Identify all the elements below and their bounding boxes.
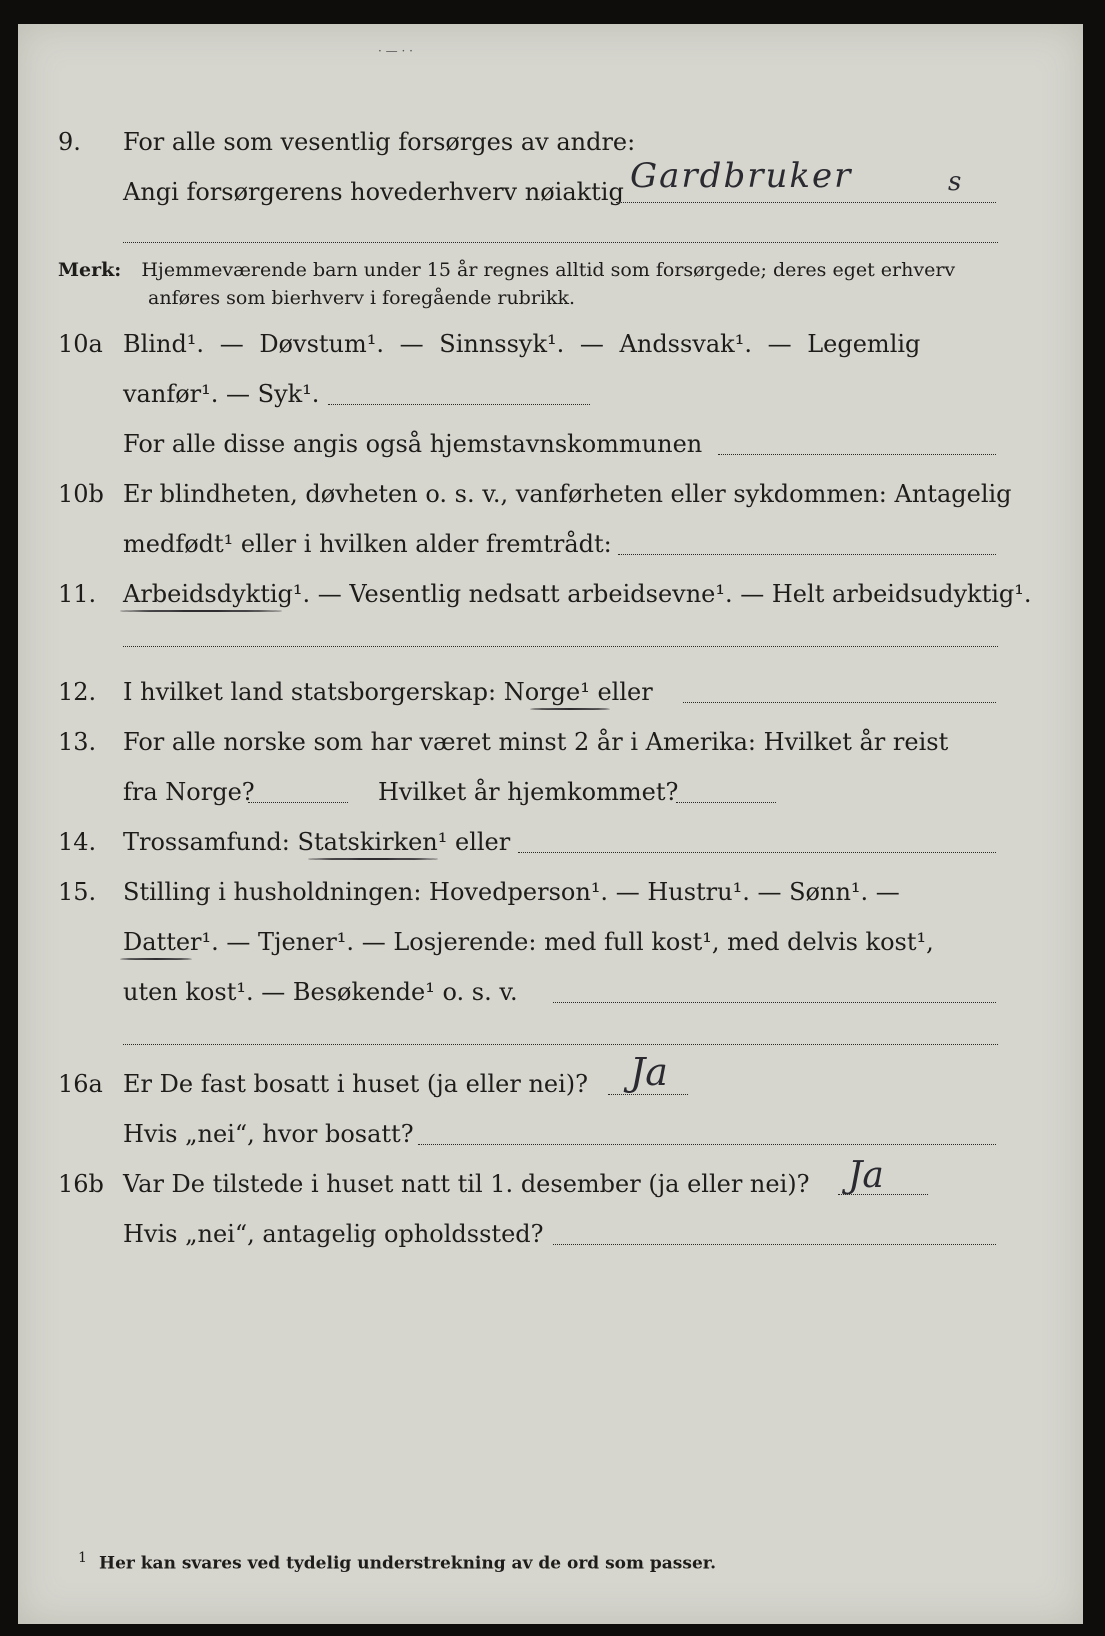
question-14-number: 14. bbox=[58, 828, 97, 856]
footnote-marker: 1 bbox=[78, 1550, 88, 1566]
question-9-handwritten-answer: Gardbruker bbox=[630, 156, 853, 196]
question-13-number: 13. bbox=[58, 728, 97, 756]
question-14-answer-line bbox=[518, 852, 996, 853]
question-13-right-prompt: Hvilket år hjemkommet? bbox=[378, 778, 679, 806]
question-10b bbox=[18, 474, 1083, 514]
footnote-text: Her kan svares ved tydelig understrekning av de ord som passer. bbox=[99, 1553, 717, 1574]
question-10b-answer-line bbox=[618, 554, 996, 555]
question-16a-location-line bbox=[418, 1144, 996, 1145]
merk-label: Merk: bbox=[58, 259, 122, 281]
question-15-line3-text: uten kost¹. — Besøkende¹ o. s. v. bbox=[123, 978, 518, 1006]
question-15-answer-line bbox=[553, 1002, 996, 1003]
question-12-answer-line bbox=[683, 702, 996, 703]
question-13 bbox=[18, 722, 1083, 762]
question-16b-line1: Var De tilstede i huset natt til 1. desember (ja eller nei)? bbox=[123, 1170, 810, 1198]
question-13-left-line bbox=[248, 802, 348, 803]
separator-line-1 bbox=[123, 242, 998, 243]
question-9-line2 bbox=[18, 156, 1083, 212]
question-16a-handwritten-answer: Ja bbox=[630, 1050, 668, 1094]
question-15-answer-underline bbox=[120, 958, 192, 960]
question-10a bbox=[18, 324, 1083, 364]
question-14 bbox=[18, 822, 1083, 862]
question-10a-municipality-line bbox=[718, 454, 996, 455]
separator-line-2 bbox=[123, 1044, 998, 1045]
question-10a-line3 bbox=[18, 424, 1083, 464]
question-13-right-line bbox=[676, 802, 776, 803]
census-form-page bbox=[18, 24, 1083, 1624]
question-16a-line1: Er De fast bosatt i huset (ja eller nei)? bbox=[123, 1070, 589, 1098]
question-15-number: 15. bbox=[58, 878, 97, 906]
merk-note bbox=[58, 256, 955, 284]
question-15 bbox=[18, 872, 1083, 912]
question-16b-number: 16b bbox=[58, 1170, 104, 1198]
question-12-number: 12. bbox=[58, 678, 97, 706]
question-16b-location-line bbox=[553, 1244, 996, 1245]
question-10a-line2 bbox=[18, 374, 1083, 414]
question-15-line2-text: Datter¹. — Tjener¹. — Losjerende: med full kost¹, med delvis kost¹, bbox=[123, 928, 934, 956]
question-16b bbox=[18, 1155, 1083, 1204]
question-15-line2 bbox=[18, 922, 1083, 962]
question-9-handwritten-mark: s bbox=[948, 167, 962, 197]
question-12-text: I hvilket land statsborgerskap: Norge¹ eller bbox=[123, 678, 653, 706]
question-10a-answer-line bbox=[328, 404, 590, 405]
question-10a-line1: Blind¹. — Døvstum¹. — Sinnssyk¹. — Andssvak¹. — Legemlig bbox=[123, 330, 921, 358]
question-16a-line2-text: Hvis „nei“, hvor bosatt? bbox=[123, 1120, 414, 1148]
footnote bbox=[78, 1550, 716, 1574]
question-13-line2 bbox=[18, 772, 1083, 812]
merk-line1: Hjemmeværende barn under 15 år regnes alltid som forsørgede; deres eget erhverv bbox=[141, 259, 956, 281]
question-10a-line3-text: For alle disse angis også hjemstavnskommunen bbox=[123, 430, 703, 458]
question-10a-number: 10a bbox=[58, 330, 103, 358]
question-9-answer-line bbox=[616, 202, 996, 203]
question-12 bbox=[18, 672, 1083, 712]
question-10a-line2-text: vanfør¹. — Syk¹. bbox=[123, 380, 320, 408]
question-16a-number: 16a bbox=[58, 1070, 103, 1098]
question-13-left-prompt: fra Norge? bbox=[123, 778, 255, 806]
question-15-line1: Stilling i husholdningen: Hovedperson¹. — Hustru¹. — Sønn¹. — bbox=[123, 878, 900, 906]
question-10b-line1: Er blindheten, døvheten o. s. v., vanførheten eller sykdommen: Antagelig bbox=[123, 480, 1012, 508]
question-16b-handwritten-answer: Ja bbox=[848, 1155, 884, 1196]
question-11 bbox=[18, 574, 1083, 614]
question-10b-line2-text: medfødt¹ eller i hvilken alder fremtrådt: bbox=[123, 530, 612, 558]
question-16b-line2-text: Hvis „nei“, antagelig opholdssted? bbox=[123, 1220, 544, 1248]
question-16a bbox=[18, 1050, 1083, 1104]
question-11-number: 11. bbox=[58, 580, 97, 608]
question-12-answer-underline bbox=[530, 708, 610, 710]
question-9-prompt: Angi forsørgerens hovederhverv nøiaktig bbox=[123, 178, 624, 206]
merk-line2: anføres som bierhverv i foregående rubrikk. bbox=[148, 287, 576, 309]
question-16b-line2 bbox=[18, 1214, 1083, 1254]
top-smudge: · — · · bbox=[378, 44, 413, 58]
question-10b-line2 bbox=[18, 524, 1083, 564]
question-9-number: 9. bbox=[58, 128, 81, 156]
question-9-text: For alle som vesentlig forsørges av andre: bbox=[123, 128, 636, 156]
question-11-text: Arbeidsdyktig¹. — Vesentlig nedsatt arbeidsevne¹. — Helt arbeidsudyktig¹. bbox=[123, 580, 1032, 608]
question-10b-number: 10b bbox=[58, 480, 104, 508]
question-15-line3 bbox=[18, 972, 1083, 1012]
merk-note-line2 bbox=[148, 284, 575, 312]
question-11-answer-underline bbox=[120, 610, 282, 612]
question-14-answer-underline bbox=[308, 858, 438, 860]
question-16a-answer-line bbox=[608, 1094, 688, 1095]
question-11-answer-line bbox=[123, 646, 998, 647]
question-13-line1: For alle norske som har været minst 2 år i Amerika: Hvilket år reist bbox=[123, 728, 949, 756]
question-16a-line2 bbox=[18, 1114, 1083, 1154]
question-14-text: Trossamfund: Statskirken¹ eller bbox=[123, 828, 511, 856]
question-9 bbox=[18, 122, 1083, 162]
